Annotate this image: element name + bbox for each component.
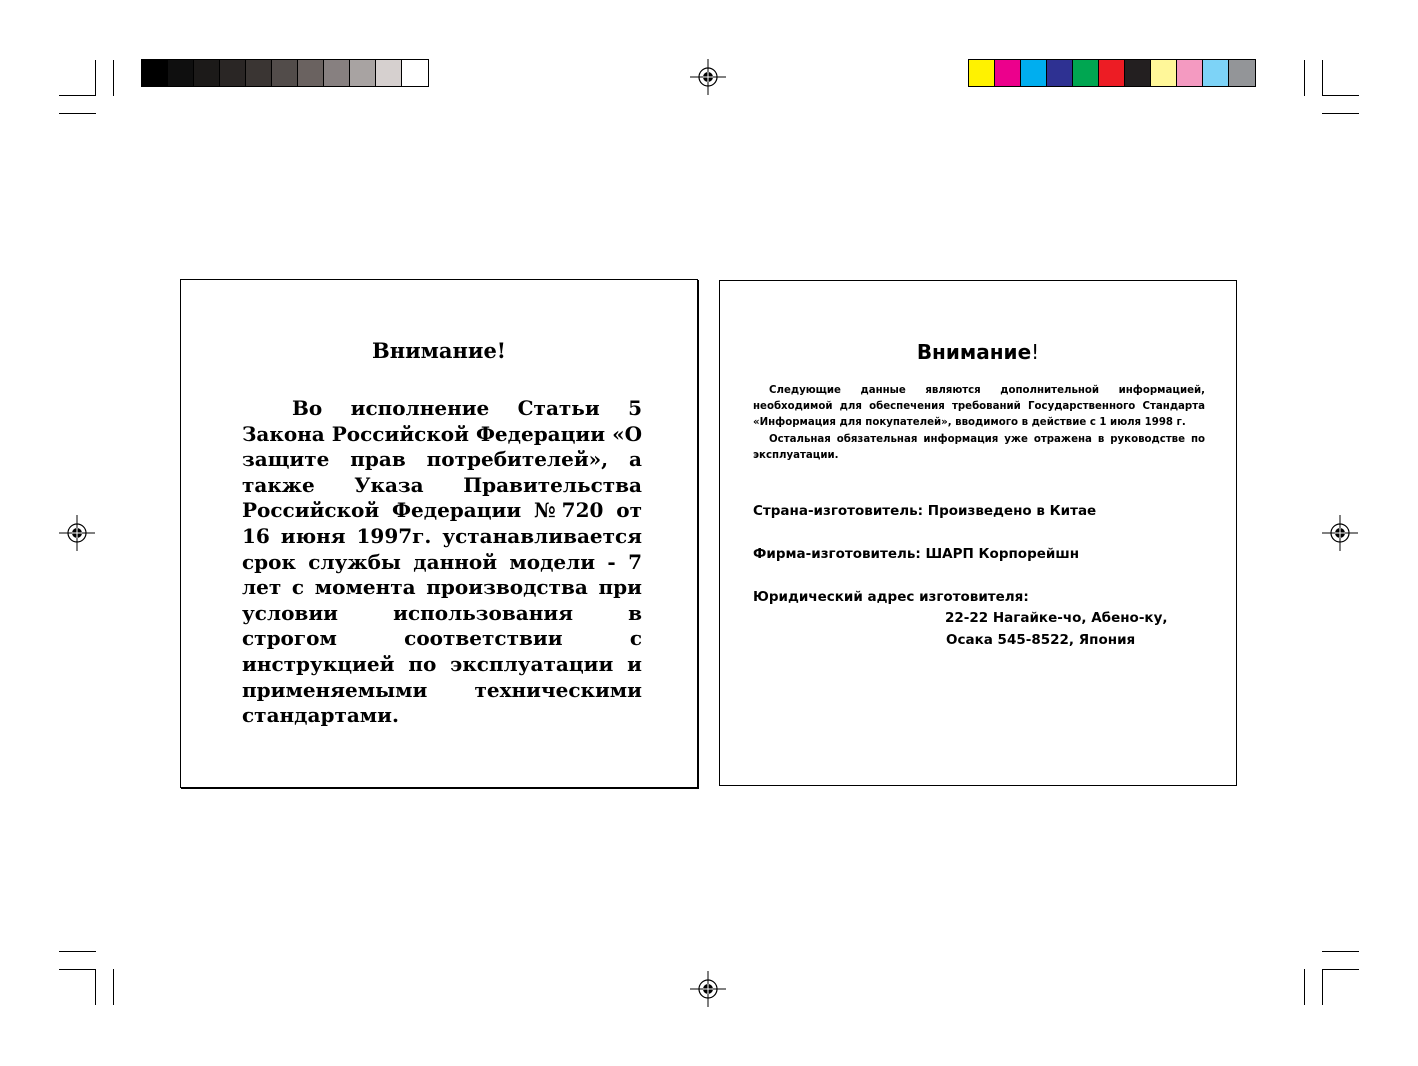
left-body-line: лет с момента производства при xyxy=(242,575,642,600)
gray-swatch xyxy=(194,60,220,86)
gray-swatch xyxy=(142,60,168,86)
registration-mark-bottom-icon xyxy=(690,971,726,1007)
left-panel-title: Внимание! xyxy=(371,338,507,363)
color-swatch xyxy=(1229,60,1255,86)
legal-address-line-2: Осака 545-8522, Япония xyxy=(946,632,1136,648)
info-line: 1 июля 1998 г. xyxy=(1099,417,1186,429)
gray-swatch xyxy=(272,60,298,86)
left-body-line: условии использования в xyxy=(242,600,642,625)
gray-swatch xyxy=(168,60,194,86)
legal-address-line-1: 22-22 Нагайке-чо, Абено-ку, xyxy=(945,610,1168,626)
legal-address-label: Юридический адрес изготовителя: xyxy=(753,589,1029,605)
right-title-text: Внимание xyxy=(916,340,1032,364)
gray-swatch xyxy=(350,60,376,86)
process-color-calibration-bar xyxy=(968,59,1256,87)
info-line: Стандарта «Информация для покупателей», вводимого в действие с xyxy=(753,401,1205,429)
info-line: Остальная обязательная информация уже отражена в xyxy=(769,433,1105,445)
manufacturer-info-panel xyxy=(719,280,1237,786)
color-swatch xyxy=(1073,60,1099,86)
info-line: необходимой для обеспечения требований Государственного xyxy=(753,401,1136,413)
color-swatch xyxy=(969,60,995,86)
left-body-line: применяемыми техническими xyxy=(242,677,642,702)
country-of-manufacture: Страна-изготовитель: Произведено в Китае xyxy=(753,503,1097,519)
left-body-line: инструкцией по эксплуатации и xyxy=(242,651,642,676)
left-body-line: также Указа Правительства xyxy=(242,472,642,497)
left-body-line: Закона Российской Федерации xyxy=(242,421,606,446)
left-body-line: «О защите прав потребителей», а xyxy=(242,421,643,472)
gray-swatch xyxy=(376,60,402,86)
color-swatch xyxy=(1047,60,1073,86)
info-line: Следующие данные являются дополнительной информацией, xyxy=(769,385,1205,396)
manufacturer-company: Фирма-изготовитель: ШАРП Корпорейшн xyxy=(753,546,1080,562)
color-swatch xyxy=(1151,60,1177,86)
service-life-notice-panel xyxy=(180,279,698,788)
left-body-line: строгом соответствии с xyxy=(242,626,642,651)
left-body-line: срок службы данной модели - 7 xyxy=(242,549,642,574)
color-swatch xyxy=(995,60,1021,86)
right-panel-info-text xyxy=(753,383,1205,464)
registration-mark-right-icon xyxy=(1322,515,1358,551)
right-panel-title xyxy=(720,340,1236,364)
gray-swatch xyxy=(402,60,428,86)
color-swatch xyxy=(1177,60,1203,86)
info-paragraph-2 xyxy=(753,432,1205,464)
left-panel-body xyxy=(242,396,642,729)
registration-mark-top-icon xyxy=(690,59,726,95)
color-swatch xyxy=(1099,60,1125,86)
right-title-exclamation: ! xyxy=(1031,340,1040,364)
registration-mark-left-icon xyxy=(59,515,95,551)
color-swatch xyxy=(1021,60,1047,86)
gray-swatch xyxy=(246,60,272,86)
color-swatch xyxy=(1125,60,1151,86)
left-body-line: 16 июня 1997г. устанавливается xyxy=(242,523,642,548)
gray-swatch xyxy=(298,60,324,86)
left-body-line: стандартами. xyxy=(242,703,399,728)
left-body-line: Во исполнение Статьи 5 xyxy=(292,396,642,420)
gray-swatch xyxy=(220,60,246,86)
color-swatch xyxy=(1203,60,1229,86)
grayscale-calibration-bar xyxy=(141,59,429,87)
left-body-line: Российской Федерации №720 от xyxy=(242,498,642,523)
info-line: руководстве по эксплуатации. xyxy=(753,433,1206,461)
gray-swatch xyxy=(324,60,350,86)
info-paragraph-1 xyxy=(753,383,1205,432)
